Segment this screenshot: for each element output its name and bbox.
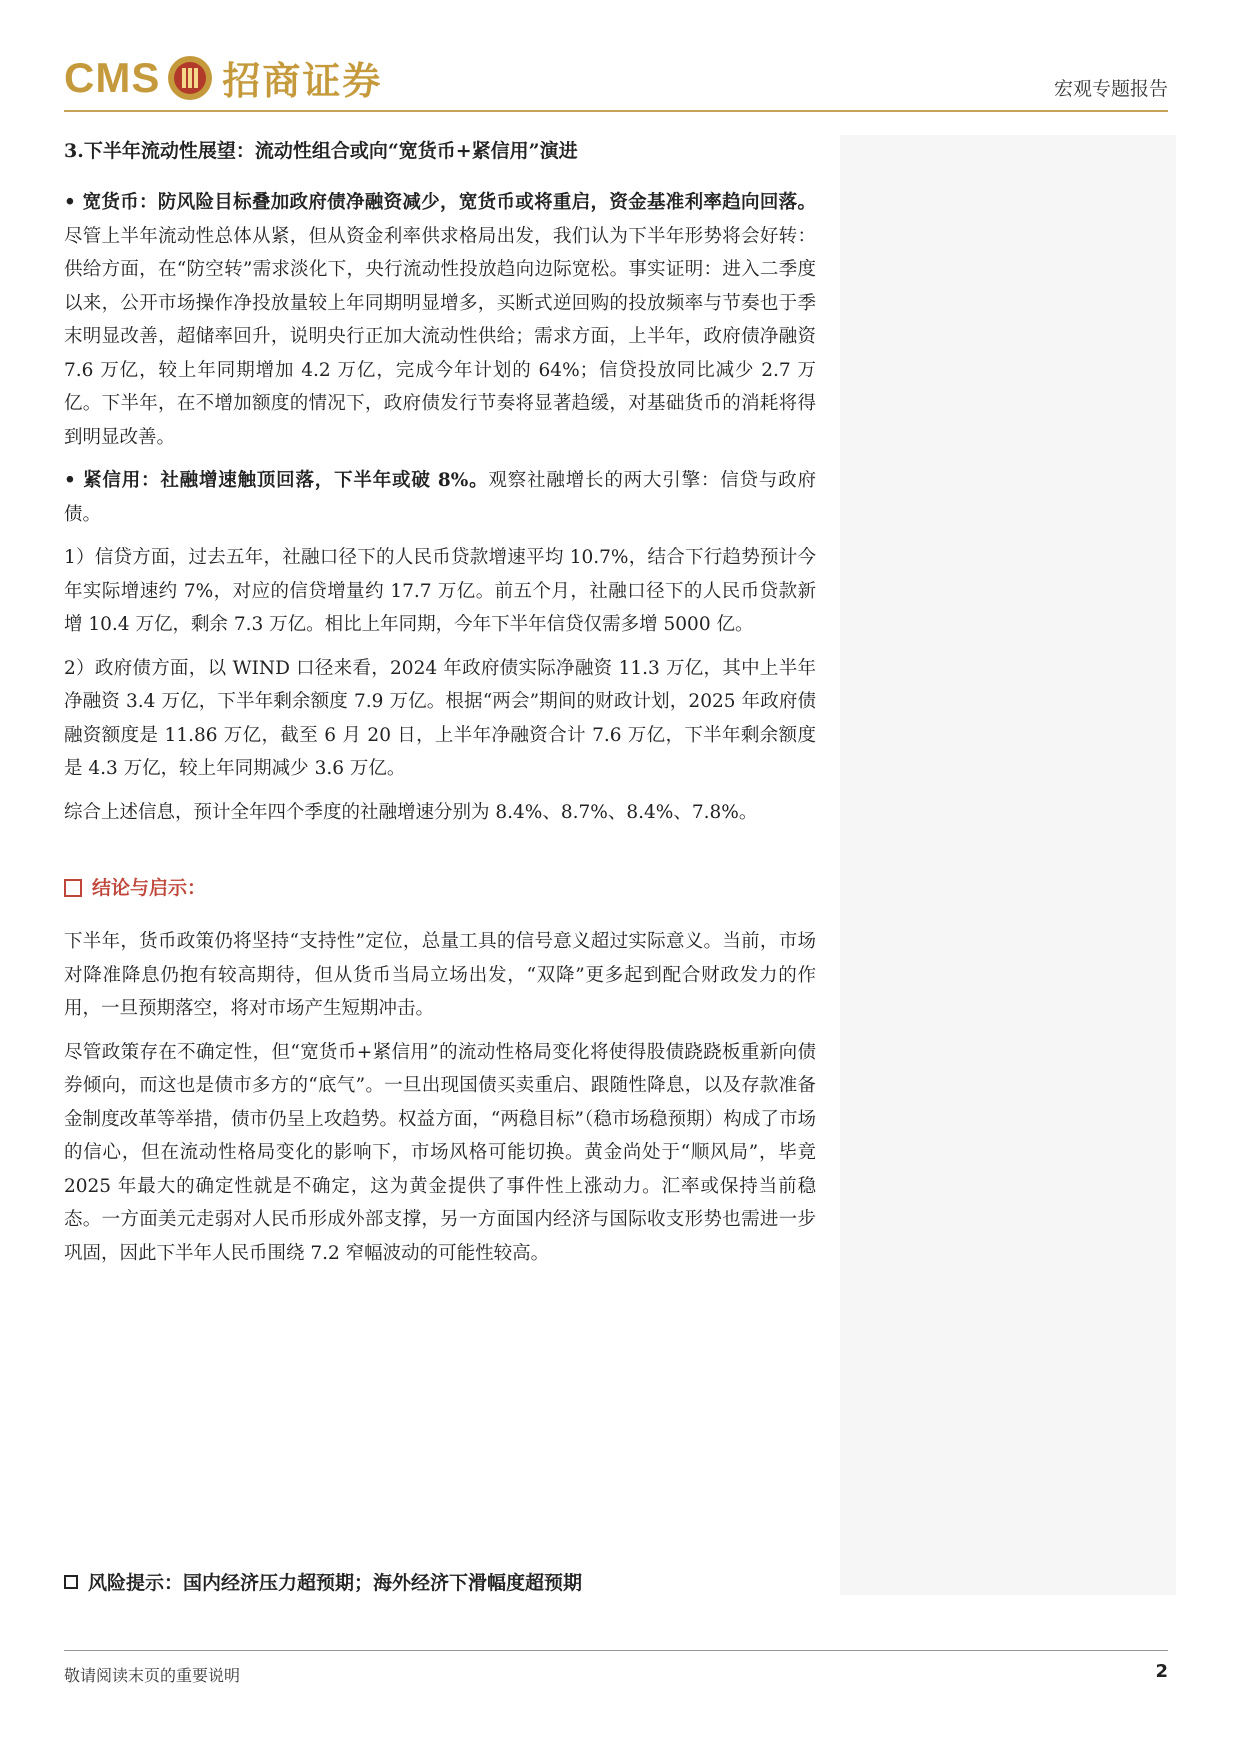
square-bullet-icon <box>64 1575 78 1589</box>
paragraph-loose-money <box>64 186 816 454</box>
conclusion-paragraph-2: 尽管政策存在不确定性，但“宽货币+紧信用”的流动性格局变化将使得股债跷跷板重新向债券倾向，而这也是债市多方的“底气”。一旦出现国债买卖重启、跟随性降息，以及存款准备金制度改革等举措，债市仍呈上攻趋势。权益方面，“两稳目标”（稳市场稳预期）构成了市场的信心，但在流动性格局变化的影响下，市场风格可能切换。黄金尚处于“顺风局”，毕竟 2025 年最大的确定性就是不确定，这为黄金提供了事件性上涨动力。汇率或保持当前稳态。一方面美元走弱对人民币形成外部支撑，另一方面国内经济与国际收支形势也需进一步巩固，因此下半年人民币围绕 7.2 窄幅波动的可能性较高。 <box>64 1041 816 1264</box>
logo-seal-icon <box>166 54 214 102</box>
conclusion-heading-text: 结论与启示： <box>92 877 207 899</box>
page-footer <box>64 1650 1168 1686</box>
section-title: 3.下半年流动性展望：流动性组合或向“宽货币+紧信用”演进 <box>64 140 578 162</box>
risk-warning <box>64 1568 582 1595</box>
loose-money-lead: • 宽货币：防风险目标叠加政府债净融资减少，宽货币或将重启，资金基准利率趋向回落。 <box>64 192 816 213</box>
loose-money-body: 尽管上半年流动性总体从紧，但从资金利率供求格局出发，我们认为下半年形势将会好转：供给方面，在“防空转”需求淡化下，央行流动性投放趋向边际宽松。事实证明：进入二季度以来，公开市场操作净投放量较上年同期明显增多，买断式逆回购的投放频率与节奏也于季末明显改善，超储率回升，说明央行正加大流动性供给；需求方面，上半年，政府债净融资 7.6 万亿，较上年同期增加 4.2 万亿，完成今年计划的 64%；信贷投放同比减少 2.7 万亿。下半年，在不增加额度的情况下，政府债发行节奏将显著趋缓，对基础货币的消耗将得到明显改善。 <box>64 225 816 448</box>
logo-cms-text: CMS <box>64 53 161 101</box>
conclusion-heading <box>64 873 816 903</box>
main-content <box>64 134 816 1280</box>
risk-warning-text: 风险提示：国内经济压力超预期；海外经济下滑幅度超预期 <box>88 1572 583 1594</box>
footer-note: 敬请阅读末页的重要说明 <box>64 1666 241 1685</box>
page-header <box>64 40 1168 112</box>
paragraph-credit: 1）信贷方面，过去五年，社融口径下的人民币贷款增速平均 10.7%，结合下行趋势预计今年实际增速约 7%，对应的信贷增量约 17.7 万亿。前五个月，社融口径下的人民币贷款新增 10.4 万亿，剩余 7.3 万亿。相比上年同期，今年下半年信贷仅需多增 5000 亿。 <box>64 547 816 635</box>
tight-credit-lead: • 紧信用：社融增速触顶回落，下半年或破 8%。 <box>64 470 489 491</box>
paragraph-tight-credit <box>64 464 816 531</box>
tight-credit-body: 观察社融增长的两大引擎：信贷与政府债。 <box>64 470 816 525</box>
sidebar-panel <box>840 135 1176 1595</box>
checkbox-square-icon <box>64 879 82 897</box>
company-logo <box>64 50 382 105</box>
page-number: 2 <box>1155 1661 1168 1682</box>
conclusion-paragraph-1: 下半年，货币政策仍将坚持“支持性”定位，总量工具的信号意义超过实际意义。当前，市场对降准降息仍抱有较高期待，但从货币当局立场出发，“双降”更多起到配合财政发力的作用，一旦预期落空，将对市场产生短期冲击。 <box>64 931 816 1019</box>
paragraph-government-bonds: 2）政府债方面，以 WIND 口径来看，2024 年政府债实际净融资 11.3 万亿，其中上半年净融资 3.4 万亿，下半年剩余额度 7.9 万亿。根据“两会”期间的财政计划，2025 年政府债融资额度是 11.86 万亿，截至 6 月 20 日，上半年净融资合计 7.6 万亿，下半年剩余额度是 4.3 万亿，较上年同期减少 3.6 万亿。 <box>64 657 816 779</box>
logo-cn-text: 招商证券 <box>222 59 383 103</box>
report-type-label: 宏观专题报告 <box>1053 78 1168 100</box>
paragraph-summary: 综合上述信息，预计全年四个季度的社融增速分别为 8.4%、8.7%、8.4%、7.8%。 <box>64 801 758 823</box>
